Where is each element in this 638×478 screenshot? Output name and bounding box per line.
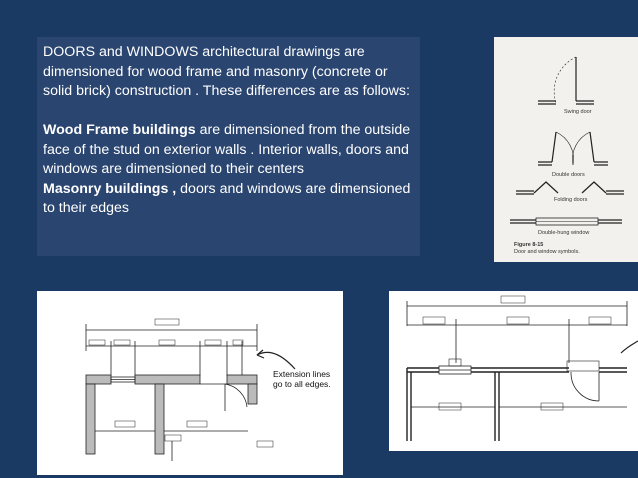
wood-frame-plan-drawing: [389, 291, 638, 451]
swing-door-label: Swing door: [564, 109, 592, 115]
masonry-plan-drawing: [37, 291, 343, 475]
double-doors-label: Double doors: [552, 172, 585, 178]
description-text-box: [37, 37, 420, 256]
masonry-text: doors and windows are dimensioned to their edges: [43, 180, 411, 216]
wood-frame-paragraph: [43, 121, 416, 180]
folding-doors-label: Folding doors: [554, 197, 588, 203]
masonry-paragraph: [43, 180, 416, 219]
masonry-heading: Masonry buildings ,: [43, 180, 177, 197]
wood-frame-text: are dimensioned from the outside face of the stud on exterior walls . Interior walls, doors and windows are dimensioned to their centers: [43, 122, 411, 177]
figure-caption: Door and window symbols.: [514, 249, 580, 255]
extension-lines-note-2: go to all edges.: [273, 379, 331, 389]
door-window-symbols-figure: [494, 37, 638, 262]
extension-lines-note-1: Extension lines: [273, 369, 331, 379]
intro-paragraph: DOORS and WINDOWS architectural drawings are dimensioned for wood frame and masonry (concrete or solid brick) construction . These differences are as follows:: [43, 44, 410, 99]
figure-number: Figure 8-15: [514, 242, 544, 248]
double-hung-window-label: Double-hung window: [538, 230, 590, 236]
wood-frame-heading: Wood Frame buildings: [43, 122, 196, 138]
